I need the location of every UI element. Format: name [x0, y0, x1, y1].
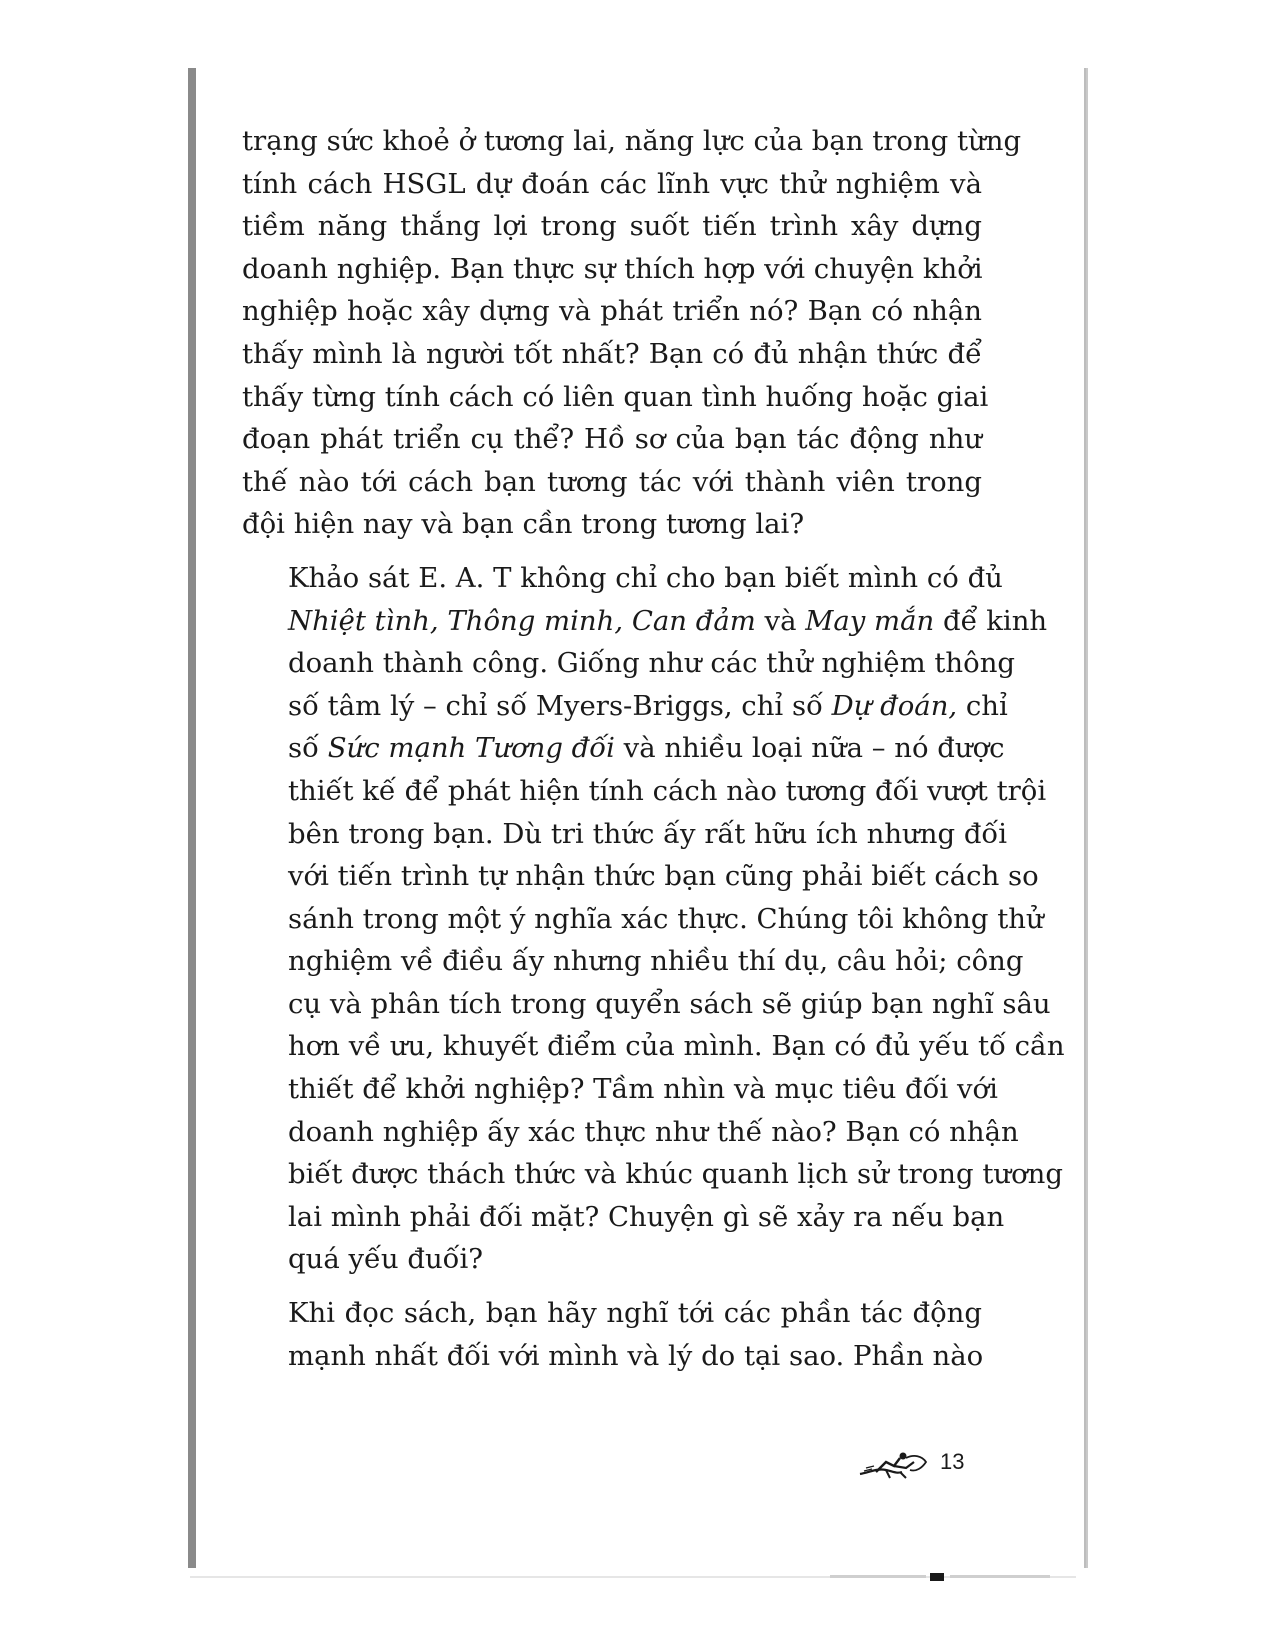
italic-text: Nhiệt tình, Thông minh, Can đảm — [288, 604, 756, 637]
text-run: sánh trong một ý nghĩa xác thực. Chúng tôi không thử — [288, 902, 1044, 935]
text-line — [242, 1335, 982, 1378]
text-line — [242, 418, 982, 461]
text-line — [242, 600, 1048, 643]
page-number: 13 — [940, 1449, 965, 1474]
paragraph — [242, 1292, 982, 1377]
running-figure-icon — [856, 1448, 936, 1480]
text-run: trạng sức khoẻ ở tương lai, năng lực của bạn trong từng — [242, 125, 1022, 157]
text-run: và — [755, 604, 806, 637]
text-run: hơn về ưu, khuyết điểm của mình. Bạn có đủ yếu tố cần — [288, 1030, 1065, 1063]
text-line — [242, 898, 1044, 941]
text-line — [242, 333, 982, 376]
text-line — [242, 1292, 982, 1335]
text-line — [242, 461, 982, 504]
text-run: doanh thành công. Giống như các thử nghiệm thông — [288, 647, 1016, 680]
text-run: và nhiều loại nữa – nó được — [614, 732, 1005, 765]
text-run: với tiến trình tự nhận thức bạn cũng phải biết cách so — [288, 860, 1039, 893]
text-run: Khảo sát E. A. T không chỉ cho bạn biết mình có đủ — [288, 561, 1003, 594]
text-run: bên trong bạn. Dù tri thức ấy rất hữu ích nhưng đối — [288, 817, 1008, 850]
text-line — [242, 557, 1003, 600]
text-run: mạnh nhất đối với mình và lý do tại sao. Phần nào — [288, 1339, 984, 1372]
text-line — [242, 248, 982, 291]
italic-text: May mắn — [805, 604, 935, 637]
text-run: thấy mình là người tốt nhất? Bạn có đủ nhận thức để — [242, 337, 982, 370]
page-footer — [856, 1446, 996, 1486]
text-line — [242, 813, 1008, 856]
text-run: doanh nghiệp ấy xác thực như thế nào? Bạn có nhận — [288, 1115, 1019, 1148]
text-run: thế nào tới cách bạn tương tác với thành viên trong — [242, 465, 982, 498]
text-run: nghiệp hoặc xây dựng và phát triển nó? Bạn có nhận — [242, 295, 982, 328]
text-line — [242, 642, 1016, 685]
text-run: doanh nghiệp. Bạn thực sự thích hợp với chuyện khởi — [242, 252, 983, 285]
text-line — [242, 205, 982, 248]
text-run: Khi đọc sách, bạn hãy nghĩ tới các phần tác động — [288, 1297, 982, 1330]
text-line — [242, 727, 1005, 770]
text-line — [242, 1111, 1019, 1154]
text-run: thiết để khởi nghiệp? Tầm nhìn và mục tiêu đối với — [288, 1073, 998, 1106]
text-run: để kinh — [934, 604, 1048, 637]
italic-text: Dự đoán, — [831, 689, 958, 722]
text-run: số — [288, 732, 328, 765]
book-page — [188, 68, 1088, 1568]
text-line — [242, 163, 982, 206]
scan-edge-strip — [190, 1572, 1076, 1582]
text-run: tính cách HSGL dự đoán các lĩnh vực thử nghiệm và — [242, 167, 982, 200]
text-run: chỉ — [957, 689, 1008, 722]
text-line — [242, 1196, 1005, 1239]
text-run: cụ và phân tích trong quyển sách sẽ giúp bạn nghĩ sâu — [288, 987, 1051, 1020]
text-run: thấy từng tính cách có liên quan tình huống hoặc giai — [242, 380, 989, 413]
text-line — [242, 1238, 982, 1281]
text-run: thiết kế để phát hiện tính cách nào tương đối vượt trội — [288, 774, 1047, 807]
text-run: biết được thách thức và khúc quanh lịch sử trong tương — [288, 1158, 1063, 1191]
text-run: lai mình phải đối mặt? Chuyện gì sẽ xảy ra nếu bạn — [288, 1200, 1005, 1233]
text-line — [242, 503, 982, 546]
text-line — [242, 1025, 1065, 1068]
text-line — [242, 855, 1039, 898]
text-line — [242, 940, 1024, 983]
text-run: đội hiện nay và bạn cần trong tương lai? — [242, 508, 805, 541]
text-line — [242, 1153, 1063, 1196]
text-line — [242, 770, 1047, 813]
paragraph — [242, 120, 1022, 546]
text-run: số tâm lý – chỉ số Myers-Briggs, chỉ số — [288, 689, 832, 722]
body-text — [242, 120, 1065, 1388]
text-line — [242, 983, 1051, 1026]
text-run: đoạn phát triển cụ thể? Hồ sơ của bạn tác động như — [242, 423, 982, 456]
text-run: nghiệm về điều ấy nhưng nhiều thí dụ, câu hỏi; công — [288, 945, 1024, 978]
text-line — [242, 685, 1008, 728]
text-line — [242, 1068, 998, 1111]
text-line — [242, 290, 982, 333]
italic-text: Sức mạnh Tương đối — [327, 732, 615, 765]
text-run: tiềm năng thắng lợi trong suốt tiến trình xây dựng — [242, 210, 982, 243]
text-line — [242, 376, 989, 419]
text-line — [242, 120, 1022, 163]
text-run: quá yếu đuối? — [288, 1243, 484, 1276]
paragraph — [242, 557, 1065, 1281]
